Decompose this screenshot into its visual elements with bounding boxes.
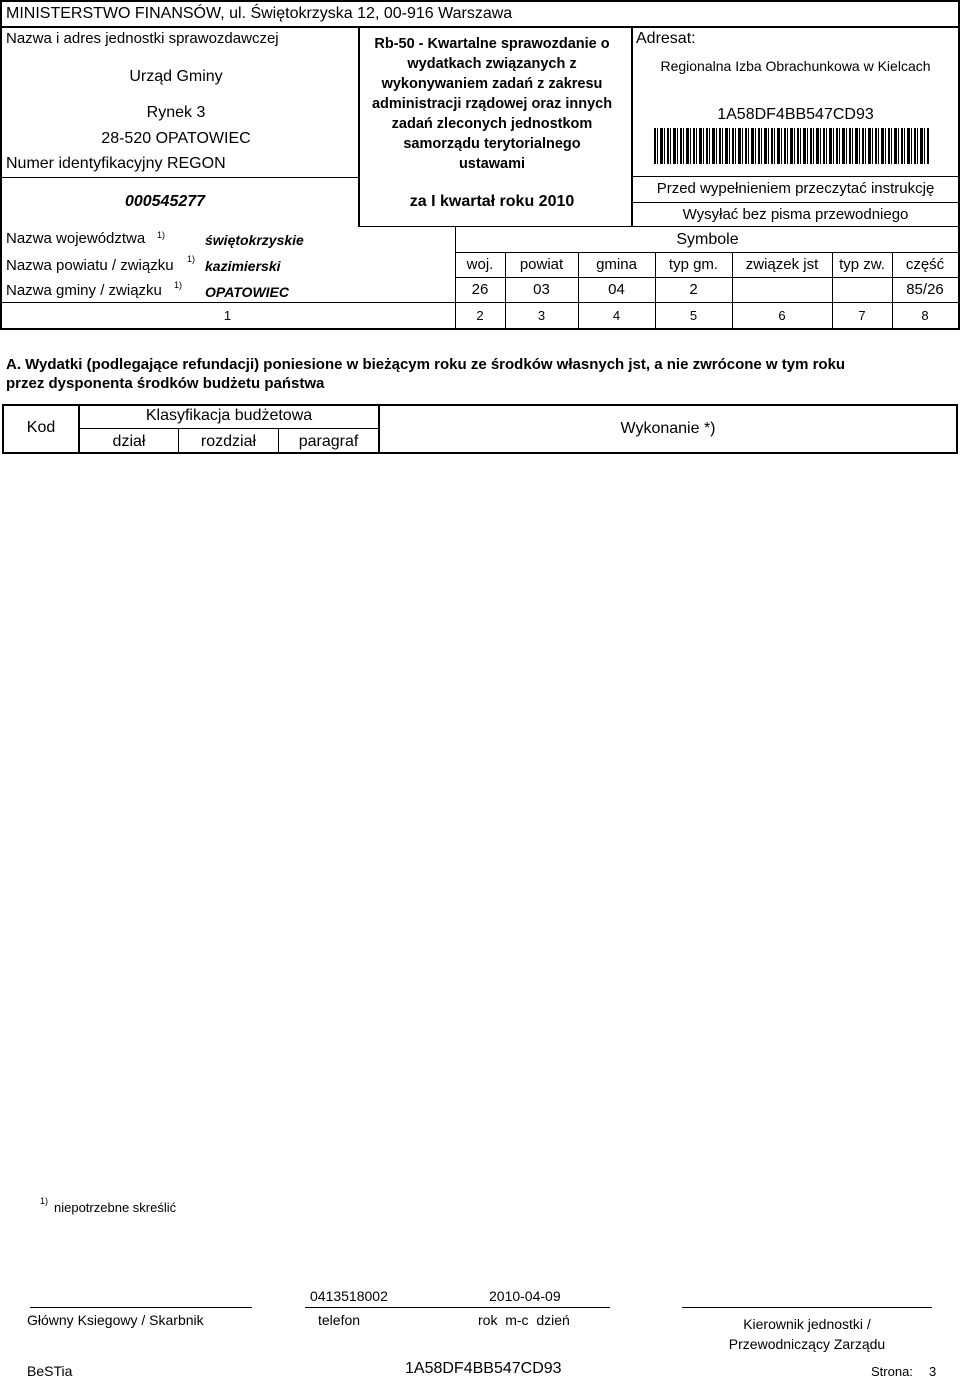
voivodeship-value: świętokrzyskie — [205, 232, 304, 248]
wykonanie-header: Wykonanie *) — [620, 420, 716, 437]
report-title-line: Rb-50 - Kwartalne sprawozdanie o — [374, 36, 610, 52]
dzial-header: dział — [112, 433, 146, 450]
phone-label: telefon — [318, 1312, 361, 1328]
chief-accountant-label: Główny Ksiegowy / Skarbnik — [27, 1312, 204, 1328]
classification-header: Klasyfikacja budżetowa — [145, 407, 313, 424]
paragraf-header: paragraf — [298, 433, 359, 450]
ministry-header: MINISTERSTWO FINANSÓW, ul. Świętokrzyska 12, 00-916 Warszawa — [6, 5, 513, 22]
unit-label: Nazwa i adres jednostki sprawozdawczej — [6, 30, 279, 47]
section-a-heading-line: A. Wydatki (podlegające refundacji) poniesione w bieżącym roku ze środków własnych jst, a nie zwrócone w tym roku — [6, 356, 846, 373]
footnote-mark: 1) — [40, 1196, 49, 1206]
commune-value: OPATOWIEC — [205, 284, 289, 300]
unit-name: Urząd Gminy — [129, 68, 223, 85]
symbols-title: Symbole — [676, 231, 739, 248]
report-title-line: wykonywaniem zadań z zakresu — [381, 76, 603, 92]
page-label: Strona: — [871, 1364, 913, 1379]
column-number: 4 — [612, 308, 621, 323]
voivodeship-label: Nazwa województwa — [6, 230, 146, 247]
footnote-mark: 1) — [187, 254, 196, 264]
report-title — [360, 34, 624, 174]
report-title-line: wydatkach związanych z — [407, 56, 577, 72]
addressee-name: Regionalna Izba Obrachunkowa w Kielcach — [660, 58, 931, 74]
column-number: 1 — [223, 308, 232, 323]
section-a-heading — [6, 355, 845, 393]
unit-head-label — [682, 1314, 932, 1354]
symbol-value-powiat: 03 — [533, 281, 550, 298]
unit-street: Rynek 3 — [146, 104, 206, 121]
symbol-header-typ-zw: typ zw. — [839, 256, 885, 273]
column-number: 3 — [537, 308, 546, 323]
date-value: 2010-04-09 — [489, 1288, 561, 1304]
report-period: za I kwartał roku 2010 — [409, 193, 575, 210]
report-title-line: samorządu terytorialnego — [403, 136, 581, 152]
regon-number: 000545277 — [124, 193, 206, 210]
symbol-value-zwiazek-jst — [732, 278, 832, 302]
barcode-icon — [654, 128, 929, 164]
rozdzial-header: rozdział — [200, 433, 257, 450]
report-title-line: administracji rządowej oraz innych — [371, 96, 613, 112]
symbol-header-powiat: powiat — [519, 256, 564, 273]
kod-header: Kod — [26, 419, 56, 436]
section-a-heading-line: przez dysponenta środków budżetu państwa — [6, 375, 325, 392]
county-value: kazimierski — [205, 258, 281, 274]
column-number: 6 — [778, 308, 786, 323]
document-code: 1A58DF4BB547CD93 — [405, 1360, 562, 1377]
phone-value: 0413518002 — [310, 1288, 388, 1304]
symbol-header-gmina: gmina — [596, 256, 637, 273]
symbol-value-woj: 26 — [471, 281, 489, 298]
footnote-mark: 1) — [174, 280, 183, 290]
commune-label: Nazwa gminy / związku — [6, 282, 162, 299]
read-instructions-note: Przed wypełnieniem przeczytać instrukcję — [656, 180, 935, 197]
symbol-value-czesc: 85/26 — [906, 281, 944, 298]
addressee-code: 1A58DF4BB547CD93 — [717, 106, 874, 123]
column-number: 2 — [476, 308, 484, 323]
report-title-line: ustawami — [458, 156, 526, 172]
symbol-value-gmina: 04 — [608, 281, 625, 298]
symbol-header-zwiazek-jst: związek jst — [745, 256, 819, 273]
unit-head-label-line: Przewodniczący Zarządu — [728, 1336, 886, 1352]
symbol-header-woj: woj. — [466, 256, 494, 273]
column-number: 7 — [858, 308, 866, 323]
symbol-value-typ-zw — [832, 278, 892, 302]
date-label: rok m-c dzień — [478, 1312, 570, 1328]
addressee-label: Adresat: — [636, 30, 696, 47]
symbol-header-typ-gm: typ gm. — [668, 256, 719, 273]
footnote-text: niepotrzebne skreślić — [54, 1200, 177, 1215]
column-number: 5 — [689, 308, 698, 323]
send-without-letter-note: Wysyłać bez pisma przewodniego — [682, 206, 909, 223]
report-title-line: zadań zleconych jednostkom — [391, 116, 593, 132]
unit-postal-city: 28-520 OPATOWIEC — [101, 130, 251, 147]
unit-head-label-line: Kierownik jednostki / — [743, 1316, 871, 1332]
symbol-header-czesc: część — [905, 256, 945, 273]
regon-label: Numer identyfikacyjny REGON — [6, 155, 226, 172]
symbol-value-typ-gm: 2 — [689, 281, 698, 298]
column-number: 8 — [921, 308, 929, 323]
county-label: Nazwa powiatu / związku — [6, 257, 174, 274]
app-name: BeSTia — [27, 1363, 73, 1379]
page-number: 3 — [929, 1364, 937, 1379]
footnote-mark: 1) — [157, 230, 166, 240]
